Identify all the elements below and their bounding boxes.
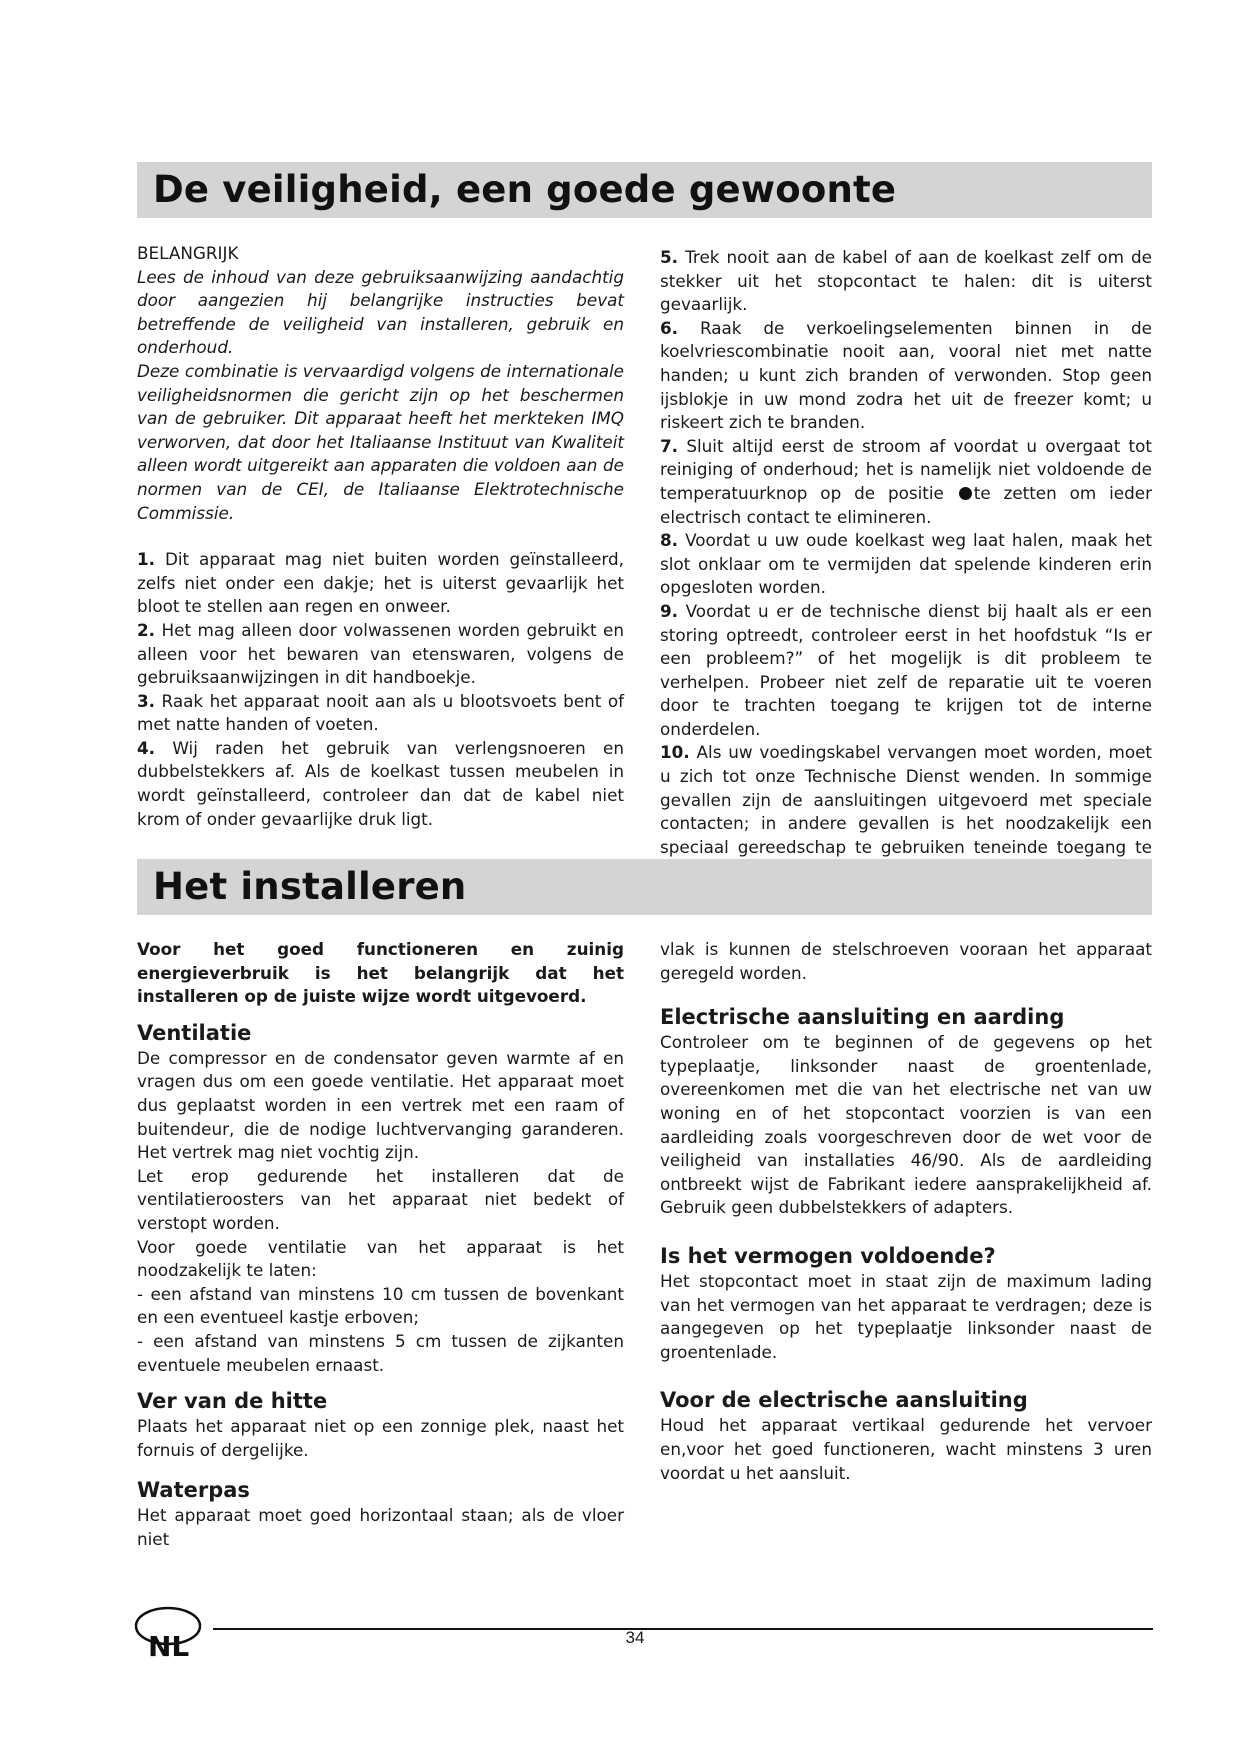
- footer-rule: [213, 1628, 1153, 1630]
- important-label: BELANGRIJK: [137, 243, 239, 263]
- section-header-installation: [137, 859, 1152, 915]
- ventilatie-p1: De compressor en de condensator geven warmte af en vragen dus om een goede ventilatie. Het apparaat moet dus geplaatst worden in een vertrek met een raam of buitendeur, die de nodige luchtvervanging garanderen. Het vertrek mag niet vochtig zijn.: [137, 1047, 624, 1163]
- heading-waterpas: Waterpas: [137, 1478, 250, 1503]
- safety-item-7: 7. Sluit altijd eerst de stroom af voordat u overgaat tot reiniging of onderhoud; het is namelijk niet voldoende de temperatuurknop op de positie te zetten om ieder electrisch contact te elimineren.: [660, 435, 1152, 527]
- safety-item-1: 1. Dit apparaat mag niet buiten worden geïnstalleerd, zelfs niet onder een dakje; het is uiterst gevaarlijk het bloot te stellen aan regen en onweer.: [137, 549, 624, 617]
- off-position-dot-icon: [959, 487, 972, 500]
- ventilatie-p4: - een afstand van minstens 10 cm tussen de bovenkant en een eventueel kastje erboven;: [137, 1283, 624, 1328]
- waterpas-text: Het apparaat moet goed horizontaal staan; als de vloer niet: [137, 1505, 624, 1549]
- install-right-column: [660, 938, 1152, 1485]
- ventilatie-p2: Let erop gedurende het installeren dat de ventilatieroosters van het apparaat niet bedekt of verstopt worden.: [137, 1165, 624, 1233]
- safety-item-9: 9. Voordat u er de technische dienst bij haalt als er een storing optreedt, controleer eerst in het hoofdstuk “Is er een probleem?” of het mogelijk is dit probleem te verhelpen. Probeer niet zelf de reparatie uit te voeren door te trachten toegang te krijgen tot de interne onderdelen.: [660, 600, 1152, 739]
- waterpas-text-cont: vlak is kunnen de stelschroeven vooraan het apparaat geregeld worden.: [660, 939, 1152, 983]
- safety-item-6: 6. Raak de verkoelingselementen binnen in de koelvriescombinatie nooit aan, vooral niet met natte handen; u kunt zich branden of verwonden. Stop geen ijsblokje in uw mond zodra het uit de freezer komt; u riskeert zich te branden.: [660, 317, 1152, 433]
- ventilatie-p5: - een afstand van minstens 5 cm tussen de zijkanten eventuele meubelen ernaast.: [137, 1330, 624, 1375]
- heading-voor-aansluiting: Voor de electrische aansluiting: [660, 1388, 1028, 1413]
- heading-vermogen: Is het vermogen voldoende?: [660, 1243, 996, 1268]
- ventilatie-p3: Voor goede ventilatie van het apparaat is het noodzakelijk te laten:: [137, 1236, 624, 1281]
- heading-ventilatie: Ventilatie: [137, 1020, 252, 1045]
- safety-item-2: 2. Het mag alleen door volwassenen worden gebruikt en alleen voor het bewaren van etenswaren, volgens de gebruiksaanwijzingen in dit handboekje.: [137, 619, 624, 688]
- electrisch-text: Controleer om te beginnen of de gegevens op het typeplaatje, linksonder naast de groentenlade, overeenkomen met die van het electrische net van uw woning en of het stopcontact voorzien is van een aardleiding zoals voorgeschreven door de wet voor de veiligheid van installaties 46/90. Als de aardleiding ontbreekt wijst de Fabrikant iedere aansprakelijkheid af. Gebruik geen dubbelstekkers of adapters.: [660, 1032, 1152, 1218]
- voor-aansluiting-text: Houd het apparaat vertikaal gedurende het vervoer en,voor het goed functioneren, wacht minstens 3 uren voordat u het aansluit.: [660, 1415, 1152, 1483]
- safety-item-8: 8. Voordat u uw oude koelkast weg laat halen, maak het slot onklaar om te vermijden dat spelende kinderen erin opgesloten worden.: [660, 530, 1152, 598]
- safety-intro-1: Lees de inhoud van deze gebruiksaanwijzing aandachtig door aangezien hij belangrijke instructies bevat betreffende de veiligheid van installeren, gebruik en onderhoud.: [137, 266, 624, 358]
- hitte-text: Plaats het apparaat niet op een zonnige plek, naast het fornuis of dergelijke.: [137, 1416, 624, 1460]
- heading-electrisch: Electrische aansluiting en aarding: [660, 1005, 1065, 1030]
- vermogen-text: Het stopcontact moet in staat zijn de maximum lading van het vermogen van het apparaat te verdragen; deze is aangegeven op het typeplaatje linksonder naast de groentenlade.: [660, 1270, 1152, 1362]
- language-badge-oval-icon: [134, 1602, 212, 1660]
- safety-left-column: [137, 242, 624, 831]
- section-title-installation: Het installeren: [153, 865, 467, 908]
- install-intro: Voor het goed functioneren en zuinig energieverbruik is het belangrijk dat het installeren op de juiste wijze wordt uitgevoerd.: [137, 939, 624, 1007]
- safety-item-10: 10. Als uw voedingskabel vervangen moet worden, moet u zich tot onze Technische Dienst wenden. In sommige gevallen zijn de aansluitingen uitgevoerd met speciale contacten; in andere gevallen is het noodzakelijk een speciaal gereedschap te gebruiken teneinde toegang te: [660, 742, 1152, 857]
- safety-right-column: [660, 246, 1152, 883]
- page-number: 34: [625, 1628, 645, 1647]
- install-left-column: [137, 938, 624, 1551]
- section-title-safety: De veiligheid, een goede gewoonte: [153, 168, 897, 211]
- heading-hitte: Ver van de hitte: [137, 1389, 328, 1414]
- safety-item-5: 5. Trek nooit aan de kabel of aan de koelkast zelf om de stekker uit het stopcontact te halen: dit is uiterst gevaarlijk.: [660, 247, 1152, 315]
- section-header-safety: [137, 162, 1152, 218]
- language-code: NL: [148, 1630, 190, 1660]
- language-badge: [134, 1602, 212, 1660]
- safety-intro-2: Deze combinatie is vervaardigd volgens de internationale veiligheidsnormen die gericht zijn op het beschermen van de gebruiker. Dit apparaat heeft het merkteken IMQ verworven, dat door het Italiaanse Instituut van Kwaliteit alleen wordt uitgereikt aan apparaten die voldoen aan de normen van de CEI, de Italiaanse Elektrotechnische Commissie.: [137, 360, 624, 523]
- safety-item-4: 4. Wij raden het gebruik van verlengsnoeren en dubbelstekkers af. Als de koelkast tussen meubelen in wordt geïnstalleerd, controleer dan dat de kabel niet krom of onder gevaarlijke druk ligt.: [137, 737, 624, 829]
- safety-item-3: 3. Raak het apparaat nooit aan als u blootsvoets bent of met natte handen of voeten.: [137, 690, 624, 735]
